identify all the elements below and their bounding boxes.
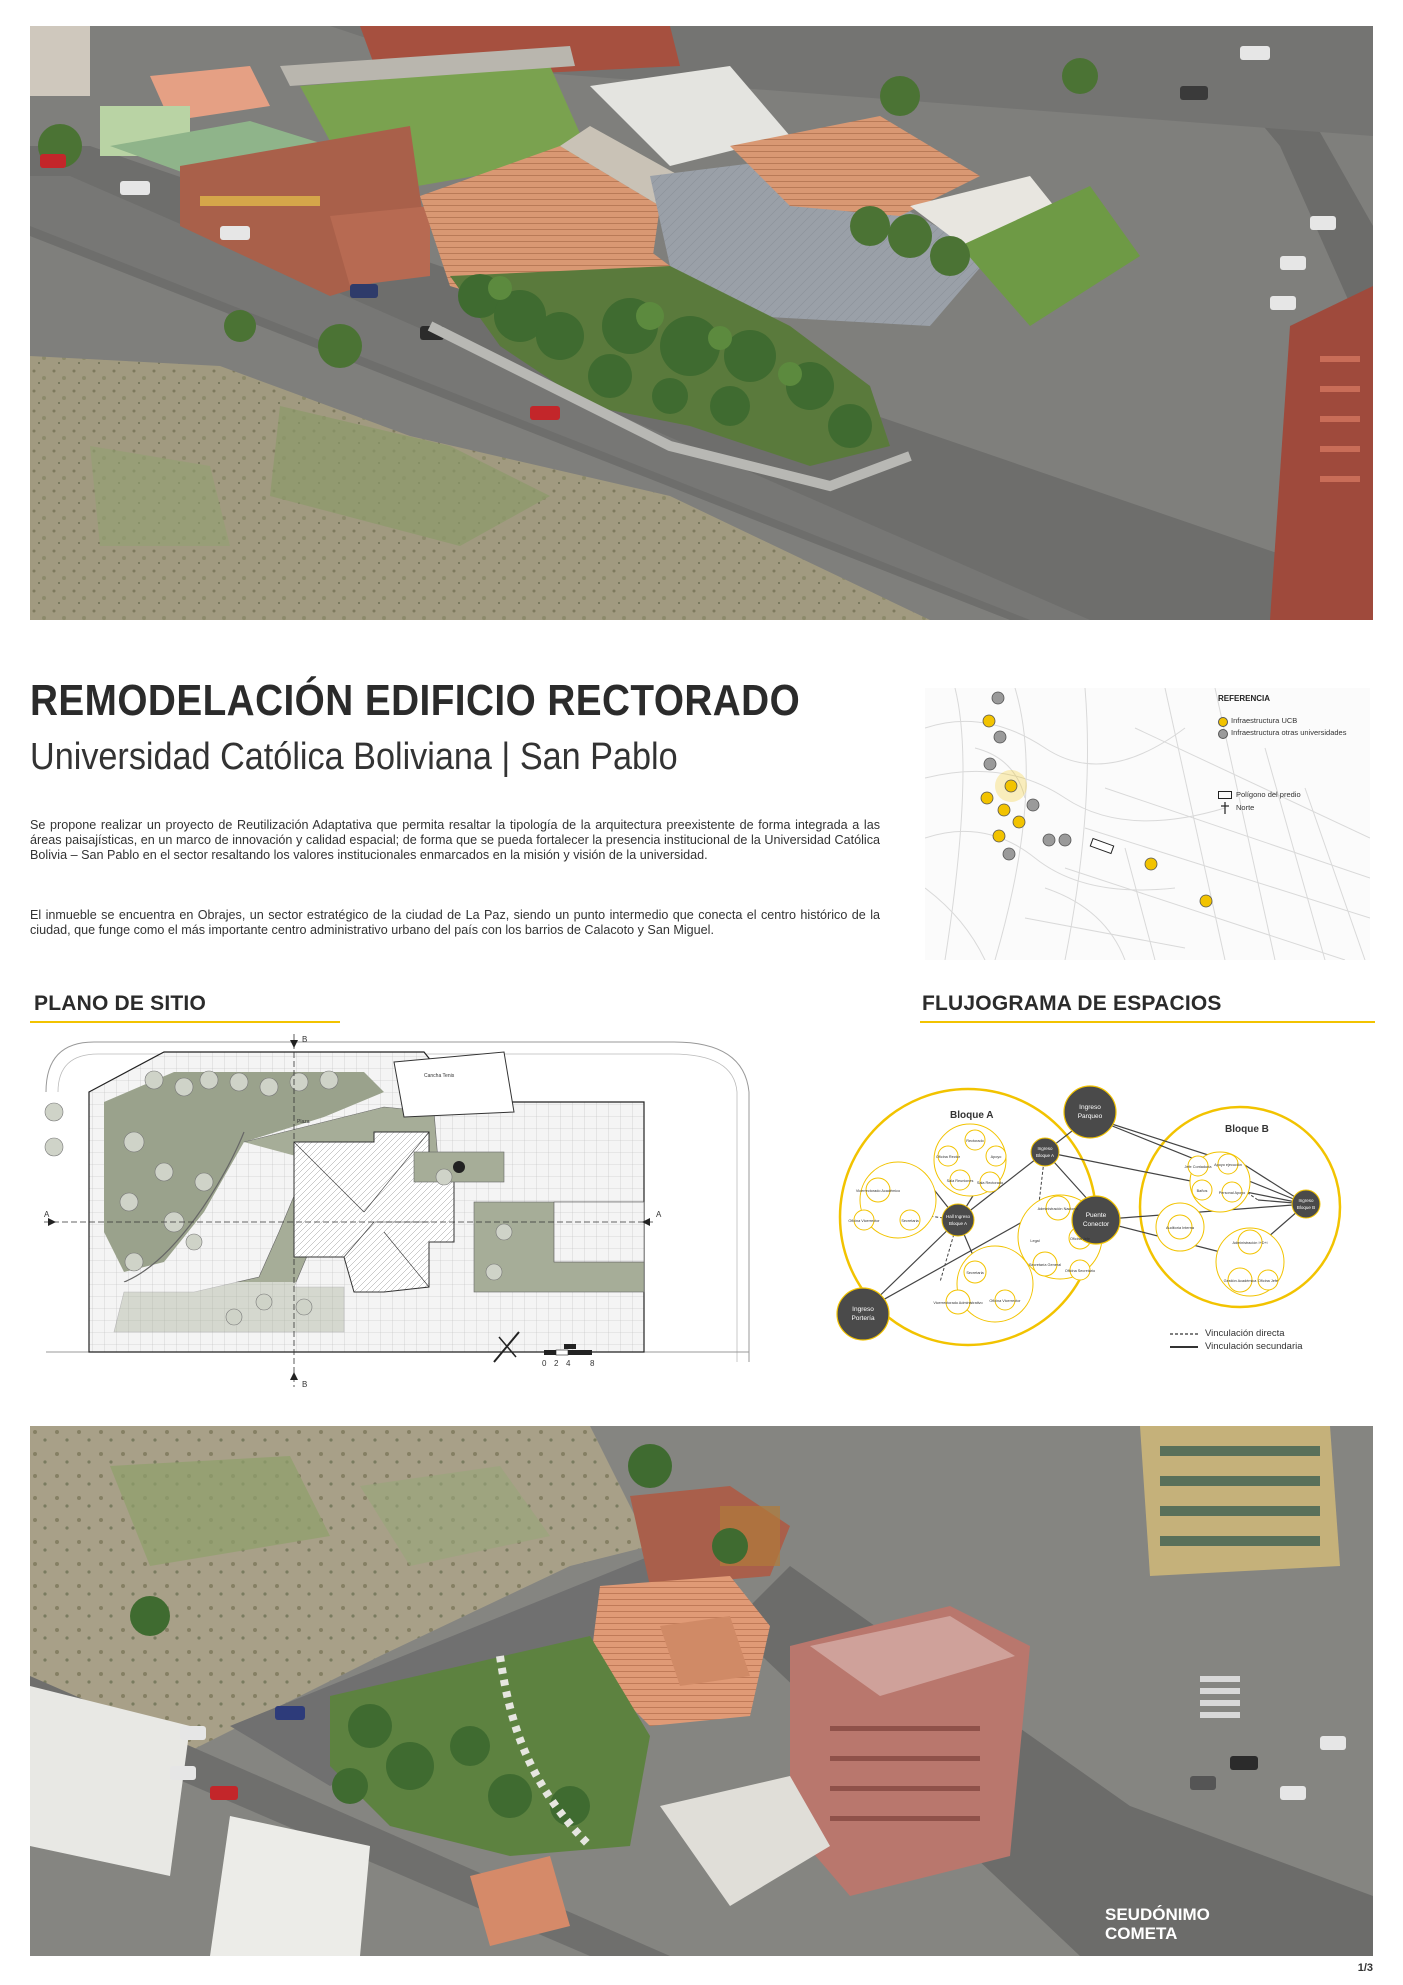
svg-text:Apoyo: Apoyo — [990, 1155, 1002, 1159]
svg-text:Administración I+D+i: Administración I+D+i — [1232, 1241, 1268, 1245]
yellow-dot-icon — [1218, 717, 1228, 727]
location-paragraph: El inmueble se encuentra en Obrajes, un sector estratégico de la ciudad de La Paz, siendo un punto intermedio que conecta el centro histórico de la ciudad, que funge como el más importante centro administrativo urbano del país con los barrios de Calacoto y San Miguel. — [30, 908, 880, 937]
svg-text:4: 4 — [566, 1359, 571, 1368]
svg-text:Oficina Vicerrector: Oficina Vicerrector — [989, 1299, 1021, 1303]
svg-text:Oficina Jefe: Oficina Jefe — [1069, 1237, 1091, 1241]
room-label-plaza: Plaza — [297, 1119, 310, 1125]
svg-text:Portería: Portería — [851, 1315, 875, 1322]
legend-direct-link: Vinculación directa — [1205, 1328, 1285, 1339]
svg-text:Puente: Puente — [1085, 1212, 1107, 1219]
bottom-aerial-render — [30, 1426, 1373, 1956]
legend-label: Infraestructura otras universidades — [1231, 728, 1347, 737]
svg-text:Bloque A: Bloque A — [948, 1221, 968, 1226]
svg-text:Sala Rectorado: Sala Rectorado — [976, 1181, 1004, 1185]
svg-text:Apoyo ejecución: Apoyo ejecución — [1214, 1163, 1242, 1167]
section-mark-a-left: A — [44, 1210, 50, 1219]
svg-text:Secretaria: Secretaria — [966, 1271, 984, 1275]
svg-text:Baños: Baños — [1196, 1189, 1208, 1193]
pseudonym-line-2: COMETA — [1105, 1924, 1178, 1943]
room-label-cancha: Cancha Tenis — [424, 1073, 455, 1079]
flow-legend — [1170, 1334, 1198, 1347]
svg-text:Gestión Académica: Gestión Académica — [1223, 1279, 1257, 1283]
node-ingreso-parqueo — [1064, 1086, 1116, 1138]
page-title: REMODELACIÓN EDIFICIO RECTORADO — [30, 676, 801, 725]
svg-text:0: 0 — [542, 1359, 547, 1368]
svg-text:Vicerrectorado Administrativo: Vicerrectorado Administrativo — [933, 1301, 983, 1305]
rectangle-outline-icon — [1218, 791, 1232, 799]
svg-text:Bloque B: Bloque B — [1296, 1205, 1316, 1210]
pseudonym-label — [1105, 1905, 1210, 1943]
svg-text:Ingreso: Ingreso — [852, 1306, 874, 1313]
section-mark-a-right: A — [656, 1210, 662, 1219]
svg-text:Administración Nacional: Administración Nacional — [1037, 1207, 1079, 1211]
svg-text:Parqueo: Parqueo — [1077, 1113, 1103, 1120]
svg-text:Sala Reuniones: Sala Reuniones — [946, 1179, 974, 1183]
site-plan-heading: PLANO DE SITIO — [34, 992, 206, 1015]
svg-text:Legal: Legal — [1030, 1239, 1040, 1243]
node-ingreso-bloque-b — [1292, 1190, 1320, 1218]
section-mark-b-bottom: B — [302, 1380, 308, 1389]
flow-diagram — [830, 1052, 1375, 1357]
legend-label: Infraestructura UCB — [1231, 716, 1298, 725]
block-b-label: Bloque B — [1225, 1124, 1269, 1135]
svg-text:Hall Ingreso: Hall Ingreso — [945, 1214, 971, 1219]
svg-text:Ingreso: Ingreso — [1079, 1104, 1101, 1111]
svg-text:Secretaría General: Secretaría General — [1028, 1263, 1062, 1267]
flow-diagram-drawing — [830, 1052, 1375, 1357]
north-arrow-icon — [1220, 802, 1230, 814]
hero-aerial-render — [30, 26, 1373, 620]
svg-text:Oficina Secretario: Oficina Secretario — [1064, 1269, 1096, 1273]
page-number: 1/3 — [1357, 1962, 1373, 1974]
svg-text:8: 8 — [590, 1359, 595, 1368]
pseudonym-line-1: SEUDÓNIMO — [1105, 1905, 1210, 1924]
page-subtitle: Universidad Católica Boliviana | San Pablo — [30, 736, 678, 778]
legend-label: Polígono del predio — [1236, 790, 1301, 799]
svg-text:Jefe Contaduría: Jefe Contaduría — [1184, 1165, 1212, 1169]
node-hall-bloque-a — [942, 1204, 974, 1236]
section-mark-b-top: B — [302, 1035, 308, 1044]
hero-illustration — [30, 26, 1373, 620]
grey-dot-icon — [1218, 729, 1228, 739]
svg-text:Oficina Rector: Oficina Rector — [935, 1155, 961, 1159]
intro-paragraph: Se propone realizar un proyecto de Reutilización Adaptativa que permita resaltar la tipología de la arquitectura preexistente de forma integrada a las áreas paisajísticas, en un marco de innovación y calidad espacial; de forma que se pueda fortalecer la presencia institucional de la Universidad Católica Bolivia – San Pablo en el sector resaltando los valores institucionales enmarcados en la misión y visión de la universidad. — [30, 818, 880, 862]
site-plan-underline — [30, 1021, 340, 1023]
svg-text:2: 2 — [554, 1359, 559, 1368]
legend-secondary-link: Vinculación secundaria — [1205, 1341, 1303, 1352]
svg-text:Ingreso: Ingreso — [1037, 1146, 1053, 1151]
svg-text:Rectorado: Rectorado — [966, 1139, 984, 1143]
flow-diagram-heading: FLUJOGRAMA DE ESPACIOS — [922, 992, 1222, 1015]
svg-text:Conector: Conector — [1082, 1221, 1110, 1228]
site-plan-drawing — [44, 1032, 794, 1402]
map-legend-title: REFERENCIA — [1218, 694, 1271, 703]
bottom-illustration — [30, 1426, 1373, 1956]
svg-text:Secretaria: Secretaria — [901, 1219, 919, 1223]
svg-text:Oficina Vicerrector: Oficina Vicerrector — [848, 1219, 880, 1223]
svg-text:Oficina Jefe: Oficina Jefe — [1257, 1279, 1279, 1283]
svg-text:Vicerrectorado Académico: Vicerrectorado Académico — [855, 1189, 901, 1193]
flow-diagram-underline — [920, 1021, 1375, 1023]
svg-text:Bloque A: Bloque A — [1035, 1153, 1055, 1158]
svg-text:Personal Apoyo: Personal Apoyo — [1218, 1191, 1246, 1195]
svg-text:Auditoría Interna: Auditoría Interna — [1165, 1226, 1195, 1230]
node-ingreso-porteria — [837, 1288, 889, 1340]
svg-text:Ingreso: Ingreso — [1298, 1198, 1314, 1203]
block-a-label: Bloque A — [950, 1110, 994, 1121]
legend-label: Norte — [1236, 803, 1255, 812]
site-plan — [44, 1032, 794, 1402]
node-ingreso-bloque-a — [1031, 1138, 1059, 1166]
